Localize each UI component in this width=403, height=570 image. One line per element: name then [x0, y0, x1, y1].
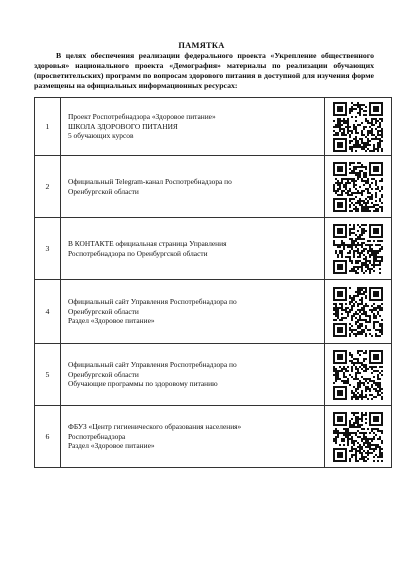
description-line: Оренбургской области [68, 306, 139, 316]
resource-description [61, 156, 325, 218]
description-line: В КОНТАКТЕ официальная страница Управления [68, 239, 227, 249]
resource-description [61, 344, 325, 406]
qr-cell[interactable] [325, 156, 392, 218]
description-line: Раздел «Здоровое питание» [68, 316, 155, 326]
qr-cell[interactable] [325, 98, 392, 156]
row-number: 2 [35, 156, 61, 218]
row-number: 3 [35, 218, 61, 280]
resource-description [61, 98, 325, 156]
description-line: ШКОЛА ЗДОРОВОГО ПИТАНИЯ [68, 121, 178, 131]
qr-code-icon[interactable] [333, 224, 383, 274]
description-line: Роспотребнадзора по Оренбургской области [68, 248, 208, 258]
table-row [35, 156, 392, 218]
description-line: Официальный сайт Управления Роспотребнадзора по [68, 297, 237, 307]
description-line: Оренбургской области [68, 186, 139, 196]
row-number: 6 [35, 406, 61, 468]
row-number: 1 [35, 98, 61, 156]
qr-cell[interactable] [325, 280, 392, 344]
qr-cell[interactable] [325, 218, 392, 280]
qr-code-icon[interactable] [333, 350, 383, 400]
row-number: 4 [35, 280, 61, 344]
description-line: Оренбургской области [68, 369, 139, 379]
qr-cell[interactable] [325, 406, 392, 468]
resource-description [61, 218, 325, 280]
description-line: ФБУЗ «Центр гигиенического образования населения» [68, 422, 242, 432]
description-line: 5 обучающих курсов [68, 131, 134, 141]
table-row [35, 280, 392, 344]
table-row [35, 406, 392, 468]
description-line: Официальный Telegram-канал Роспотребнадзора по [68, 177, 232, 187]
qr-code-icon[interactable] [333, 102, 383, 152]
description-line: Официальный сайт Управления Роспотребнадзора по [68, 360, 237, 370]
row-number: 5 [35, 344, 61, 406]
resources-table [34, 97, 392, 468]
document-title: ПАМЯТКА [178, 41, 225, 50]
qr-cell[interactable] [325, 344, 392, 406]
description-line: Проект Роспотребнадзора «Здоровое питание» [68, 112, 216, 122]
qr-code-icon[interactable] [333, 287, 383, 337]
qr-code-icon[interactable] [333, 162, 383, 212]
table-row [35, 344, 392, 406]
description-line: Обучающие программы по здоровому питанию [68, 379, 218, 389]
qr-code-icon[interactable] [333, 412, 383, 462]
resource-description [61, 280, 325, 344]
description-line: Роспотребнадзора [68, 431, 126, 441]
table-row [35, 218, 392, 280]
resource-description [61, 406, 325, 468]
intro-paragraph: В целях обеспечения реализации федерального проекта «Укрепление общественного здоровья» национального проекта «Демография» материалы по реализации обучающих (просветительских) программ по вопросам здорового питания в доступной для изучения форме размещены на официальных информационных ресурсах: [34, 51, 374, 90]
description-line: Раздел «Здоровое питание» [68, 441, 155, 451]
table-row [35, 98, 392, 156]
